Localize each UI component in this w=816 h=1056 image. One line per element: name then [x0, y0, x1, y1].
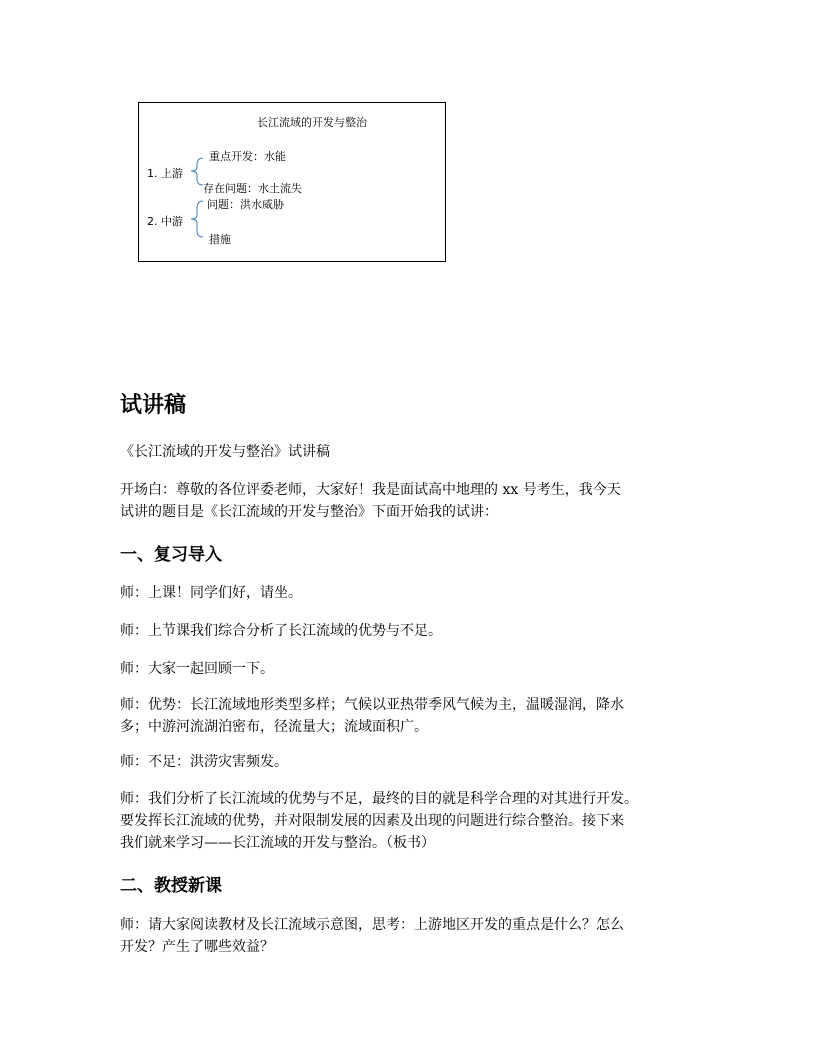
intro-line-2: 试讲的题目是《长江流域的开发与整治》下面开始我的试讲： [120, 504, 498, 520]
paragraph-6 [120, 788, 720, 854]
upper-problem: 存在问题：水土流失 [203, 182, 302, 195]
paragraph-7-line-2: 开发？产生了哪些效益？ [120, 939, 274, 955]
paragraph-4-line-1: 师：优势：长江流域地形类型多样；气候以亚热带季风气候为主，温暖湿润，降水 [120, 697, 624, 713]
section-heading-review: 一、复习导入 [120, 545, 222, 565]
page-heading: 试讲稿 [120, 393, 187, 418]
doc-subtitle: 《长江流域的开发与整治》试讲稿 [120, 444, 330, 460]
middle-reach-label: 2. 中游 [147, 215, 183, 228]
intro-line-1: 开场白：尊敬的各位评委老师，大家好！我是面试高中地理的 xx 号考生，我今天 [120, 482, 621, 498]
section-heading-new-lesson: 二、教授新课 [120, 876, 222, 896]
intro-paragraph [120, 479, 720, 523]
paragraph-3: 师：大家一起回顾一下。 [120, 661, 274, 677]
paragraph-4 [120, 694, 720, 738]
paragraph-2: 师：上节课我们综合分析了长江流域的优势与不足。 [120, 623, 442, 639]
paragraph-6-line-1: 师：我们分析了长江流域的优势与不足，最终的目的就是科学合理的对其进行开发。 [120, 791, 638, 807]
diagram-title: 长江流域的开发与整治 [257, 116, 367, 129]
paragraph-6-line-3: 我们就来学习——长江流域的开发与整治。（板书） [120, 835, 435, 851]
paragraph-7 [120, 914, 720, 958]
paragraph-5: 师：不足：洪涝灾害频发。 [120, 754, 288, 770]
upper-reach-label: 1. 上游 [147, 167, 183, 180]
board-diagram [138, 102, 446, 262]
paragraph-6-line-2: 要发挥长江流域的优势，并对限制发展的因素及出现的问题进行综合整治。接下来 [120, 813, 624, 829]
middle-problem: 问题：洪水威胁 [207, 198, 284, 211]
paragraph-7-line-1: 师：请大家阅读教材及长江流域示意图，思考：上游地区开发的重点是什么？怎么 [120, 917, 624, 933]
upper-focus: 重点开发：水能 [209, 150, 286, 163]
paragraph-1: 师：上课！同学们好，请坐。 [120, 585, 302, 601]
middle-measures: 措施 [209, 233, 231, 246]
paragraph-4-line-2: 多；中游河流湖泊密布，径流量大；流域面积广。 [120, 719, 428, 735]
